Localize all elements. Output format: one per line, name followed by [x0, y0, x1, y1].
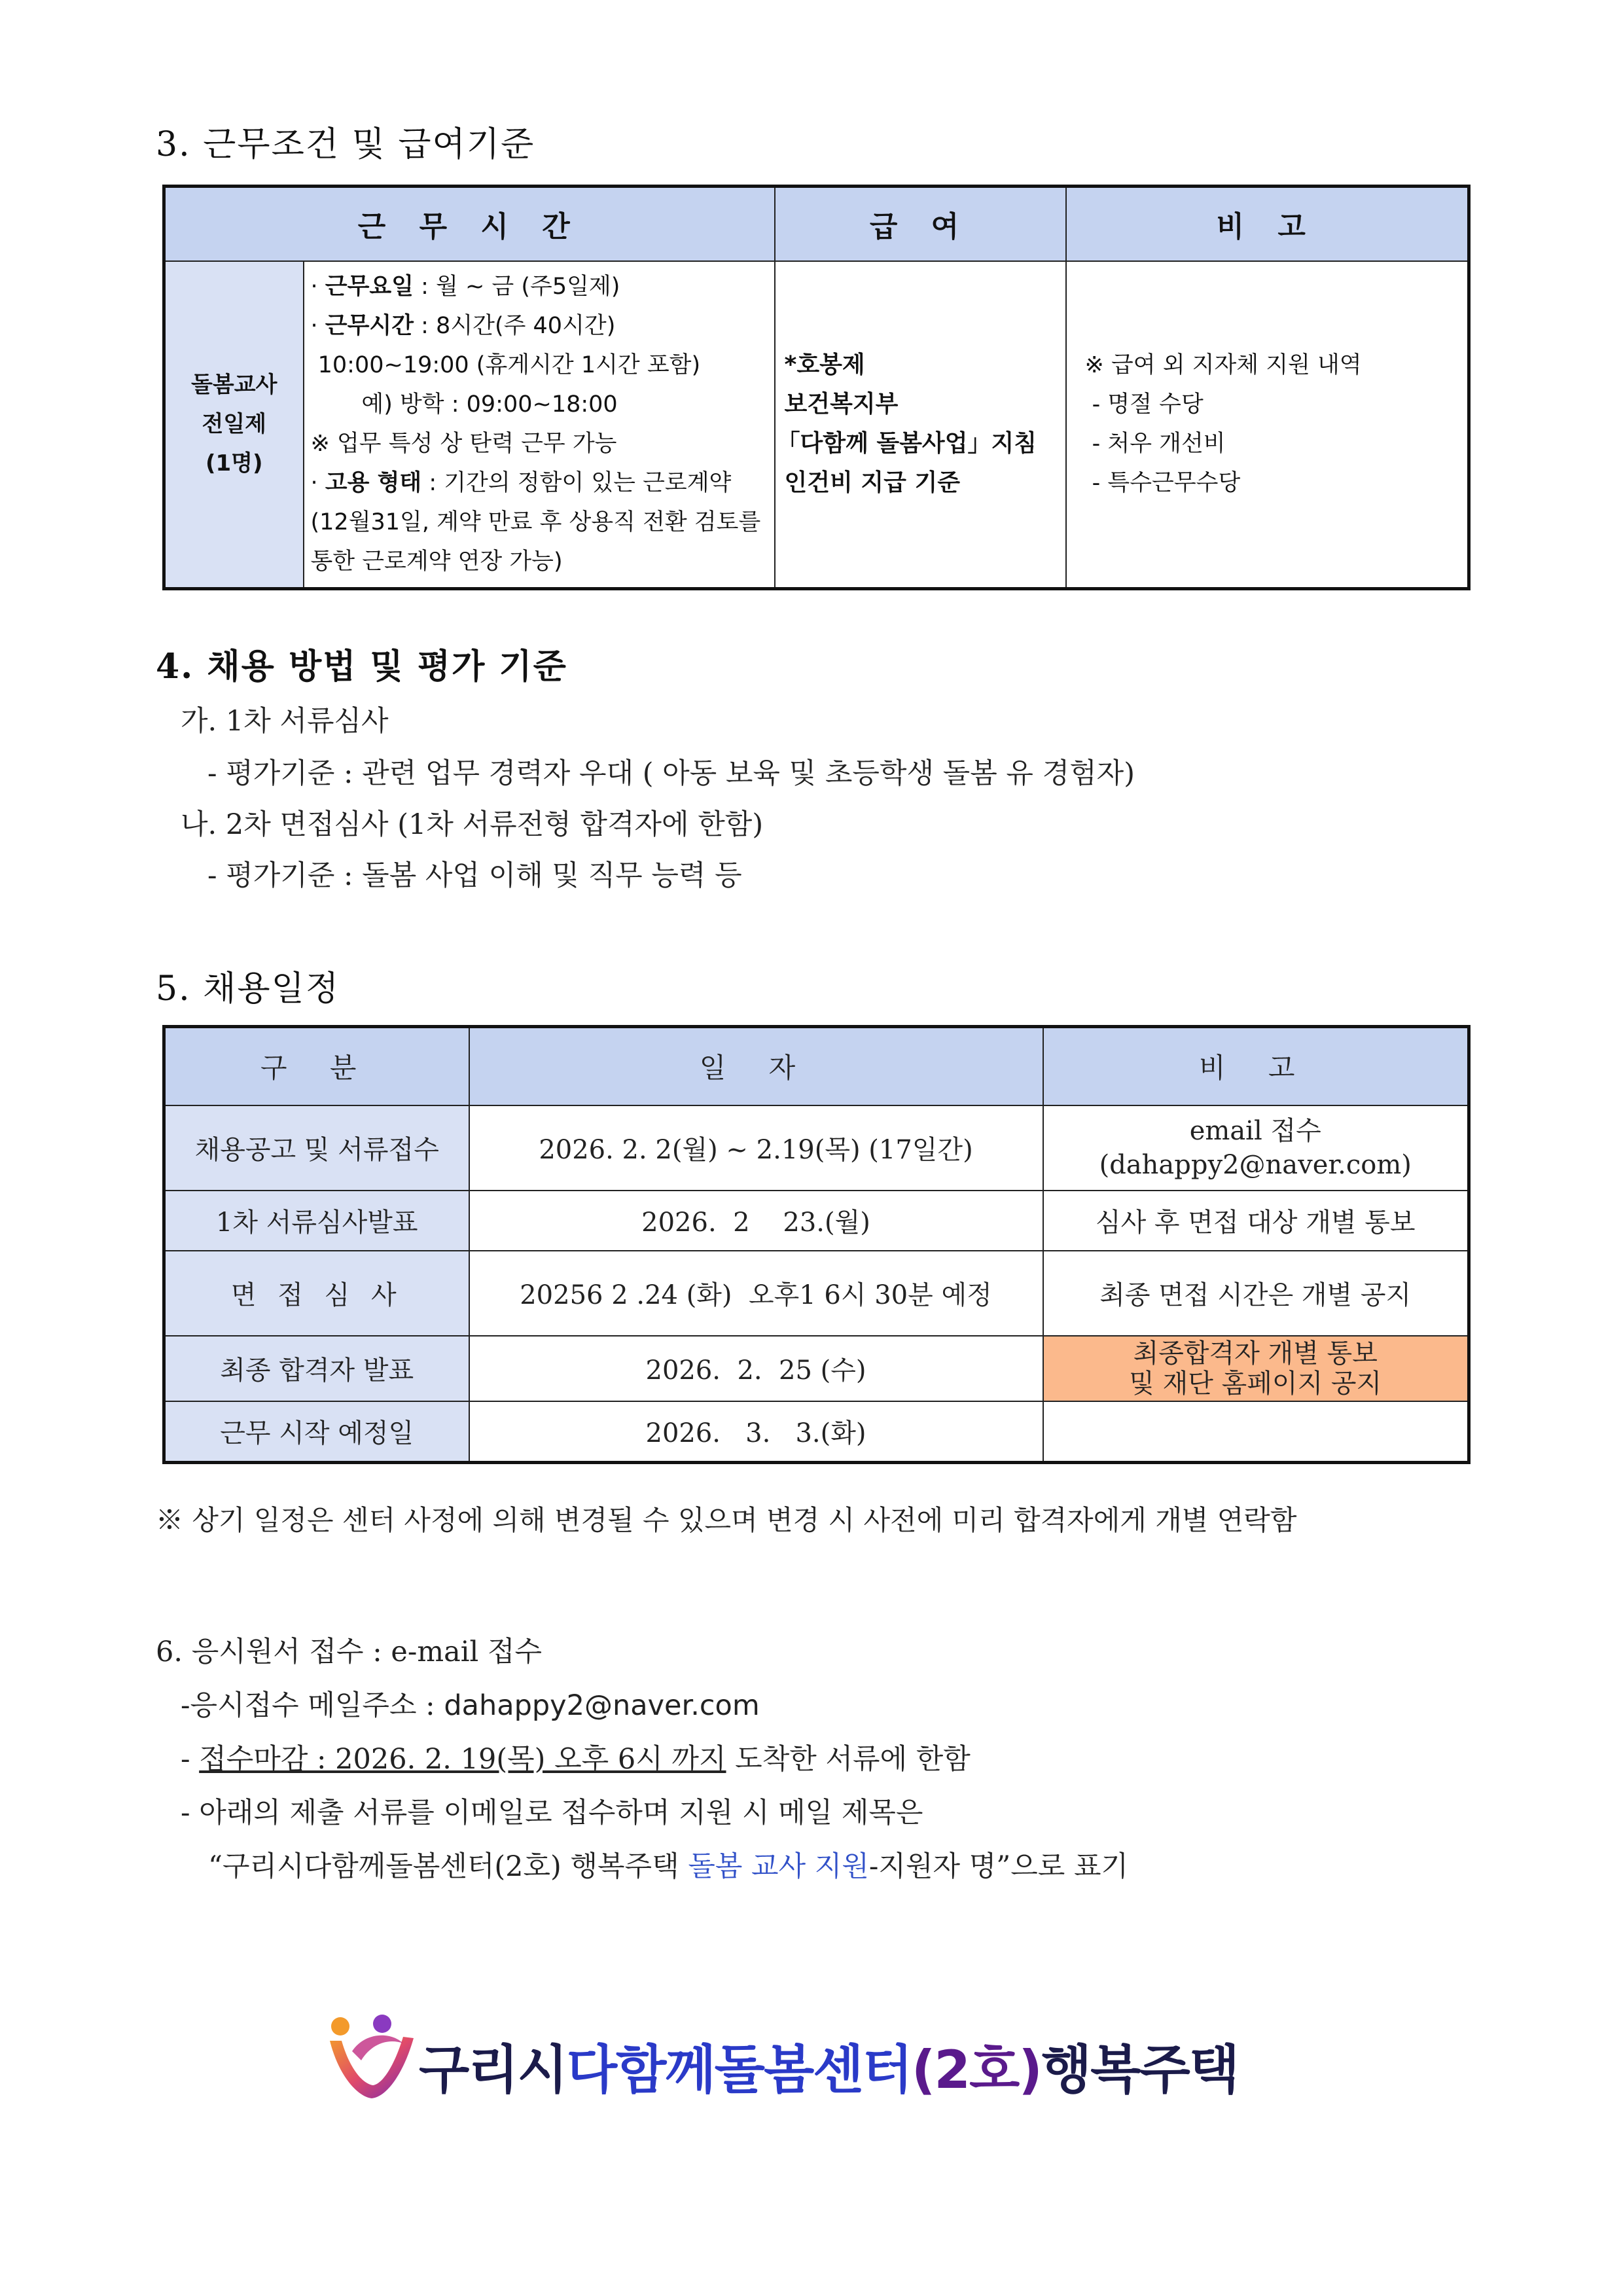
- salary-line: *호봉제: [784, 351, 865, 379]
- schedule-label: 최종 합격자 발표: [164, 1336, 469, 1401]
- hours-line: 통한 근로계약 연장 가능): [310, 548, 563, 575]
- hours-line: · 근무요일 : 월 ~ 금 (주5일제): [310, 274, 620, 300]
- header-work-hours: 근 무 시 간: [164, 187, 775, 261]
- table-row: [164, 1251, 1469, 1336]
- schedule-note: 심사 후 면접 대상 개별 통보: [1043, 1191, 1469, 1251]
- schedule-header-date: 일 자: [469, 1027, 1043, 1105]
- table-row: [164, 1336, 1469, 1401]
- note-line: - 처우 개선비: [1084, 431, 1226, 457]
- schedule-note-highlighted: [1043, 1336, 1469, 1401]
- role-label: [164, 261, 304, 589]
- schedule-date: 20256 2 .24 (화) 오후1 6시 30분 예정: [469, 1251, 1043, 1336]
- salary-line: 인건비 지급 기준: [784, 469, 961, 497]
- hours-line: · 고용 형태 : 기간의 정함이 있는 근로계약: [310, 470, 732, 497]
- section6-email-line: -응시접수 메일주소 : dahappy2@naver.com: [181, 1689, 760, 1722]
- header-salary: 급 여: [775, 187, 1066, 261]
- hours-line: 예) 방학 : 09:00~18:00: [310, 391, 618, 418]
- role-line3: (1명): [205, 450, 263, 477]
- header-note: 비 고: [1066, 187, 1469, 261]
- schedule-header-note: 비 고: [1043, 1027, 1469, 1105]
- work-conditions-table: [162, 185, 1471, 590]
- section3-title: 3. 근무조건 및 급여기준: [156, 125, 535, 164]
- note-text: email 접수: [1189, 1115, 1321, 1146]
- hours-line: (12월31일, 계약 만료 후 상용직 전환 검토를: [310, 509, 761, 536]
- note-line: - 특수근무수당: [1084, 470, 1241, 497]
- work-hours-details: [304, 261, 775, 589]
- schedule-label: 면 접 심 사: [164, 1251, 469, 1336]
- section6-deadline-line: - 접수마감 : 2026. 2. 19(목) 오후 6시 까지 도착한 서류에 한함: [181, 1743, 971, 1776]
- schedule-date: 2026. 3. 3.(화): [469, 1401, 1043, 1463]
- center-logo-icon: [326, 2012, 418, 2104]
- note-line: ※ 급여 외 지자체 지원 내역: [1084, 352, 1362, 379]
- schedule-date: 2026. 2 23.(월): [469, 1191, 1043, 1251]
- note-line: - 명절 수당: [1084, 391, 1204, 418]
- schedule-label: 1차 서류심사발표: [164, 1191, 469, 1251]
- schedule-footnote: ※ 상기 일정은 센터 사정에 의해 변경될 수 있으며 변경 시 사전에 미리 합격자에게 개별 연락함: [156, 1504, 1297, 1536]
- email-address: dahappy2@naver.com: [444, 1689, 760, 1722]
- section6-title: 6. 응시원서 접수 : e-mail 접수: [156, 1636, 543, 1668]
- role-line2: 전일제: [202, 411, 267, 438]
- table-row: [164, 1105, 1469, 1191]
- section6-instruction-line: - 아래의 제출 서류를 이메일로 접수하며 지원 시 메일 제목은: [181, 1797, 923, 1829]
- schedule-note: 최종 면접 시간은 개별 공지: [1043, 1251, 1469, 1336]
- schedule-note: [1043, 1105, 1469, 1191]
- salary-line: 보건복지부: [784, 391, 899, 418]
- schedule-date: 2026. 2. 2(월) ~ 2.19(목) (17일간): [469, 1105, 1043, 1191]
- note-email: (dahappy2@naver.com): [1099, 1149, 1412, 1180]
- schedule-header-category: 구 분: [164, 1027, 469, 1105]
- table-row: [164, 1401, 1469, 1463]
- section4-line: 나. 2차 면접심사 (1차 서류전형 합격자에 한함): [181, 808, 764, 841]
- table-row: [164, 1191, 1469, 1251]
- schedule-label: 근무 시작 예정일: [164, 1401, 469, 1463]
- section4-line: - 평가기준 : 관련 업무 경력자 우대 ( 아동 보육 및 초등학생 돌봄 유 경험자): [181, 757, 1135, 790]
- schedule-table: [162, 1025, 1471, 1464]
- center-logo-text: 구리시다함께돌봄센터(2호)행복주택: [419, 2039, 1239, 2100]
- salary-details: [775, 261, 1066, 589]
- hours-line: 10:00~19:00 (휴게시간 1시간 포함): [310, 352, 701, 379]
- subject-highlight: 돌봄 교사 지원: [688, 1850, 869, 1883]
- deadline-text: 접수마감 : 2026. 2. 19(목) 오후 6시 까지: [199, 1743, 726, 1776]
- section4-title: 4. 채용 방법 및 평가 기준: [156, 647, 567, 687]
- schedule-date: 2026. 2. 25 (수): [469, 1336, 1043, 1401]
- section6-subject-line: “구리시다함께돌봄센터(2호) 행복주택 돌봄 교사 지원-지원자 명”으로 표기: [208, 1850, 1129, 1883]
- note-text: 최종합격자 개별 통보: [1133, 1338, 1378, 1369]
- schedule-label: 채용공고 및 서류접수: [164, 1105, 469, 1191]
- section5-title: 5. 채용일정: [156, 969, 340, 1009]
- schedule-note-empty: [1043, 1401, 1469, 1463]
- section4-line: 가. 1차 서류심사: [181, 705, 389, 738]
- note-text: 및 재단 홈페이지 공지: [1129, 1368, 1382, 1399]
- hours-line: · 근무시간 : 8시간(주 40시간): [310, 313, 616, 340]
- salary-line: 「다함께 돌봄사업」지침: [776, 430, 1037, 457]
- section4-line: - 평가기준 : 돌봄 사업 이해 및 직무 능력 등: [181, 859, 742, 892]
- hours-line: ※ 업무 특성 상 탄력 근무 가능: [310, 431, 617, 457]
- note-details: [1066, 261, 1469, 589]
- role-line1: 돌봄교사: [191, 372, 277, 399]
